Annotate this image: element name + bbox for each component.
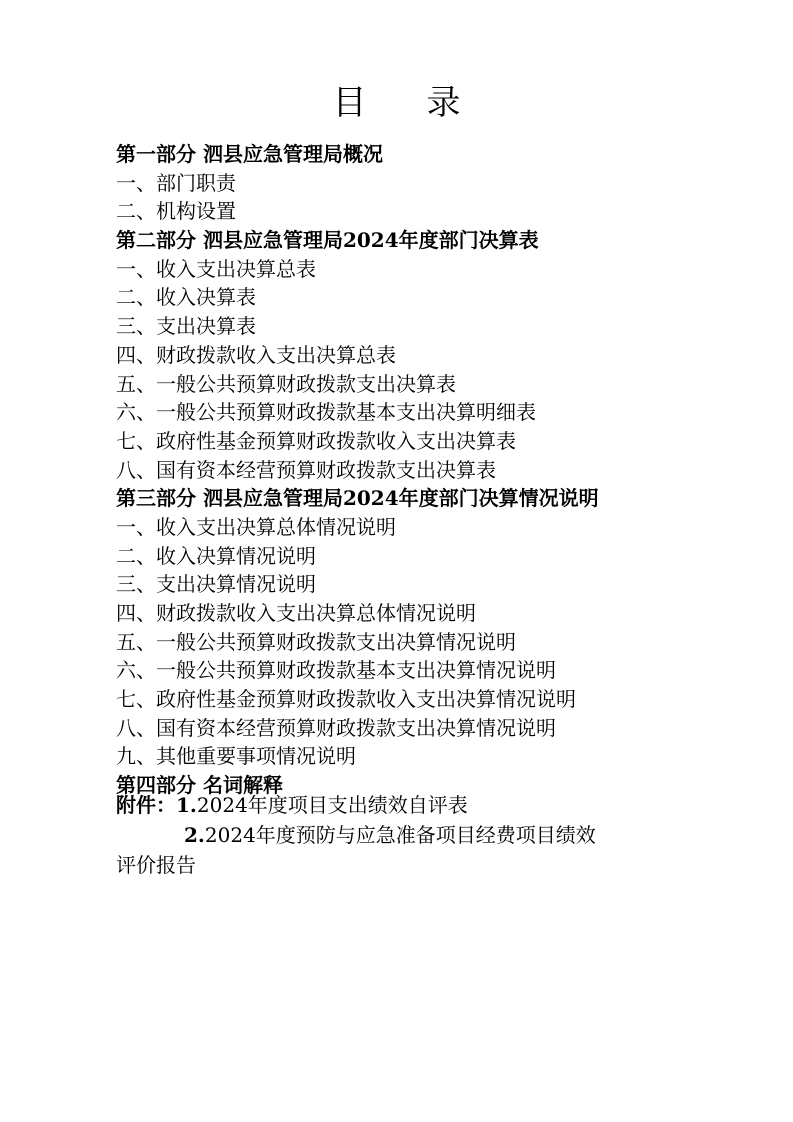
toc-item: 七、政府性基金预算财政拨款收入支出决算情况说明	[116, 687, 576, 712]
toc-part: 第一部分 泗县应急管理局概况	[116, 142, 383, 166]
toc-item: 九、其他重要事项情况说明	[116, 744, 356, 769]
attachment-title: 2024年度预防与应急准备项目经费项目绩效	[204, 823, 596, 847]
toc-item: 一、收入支出决算总体情况说明	[116, 514, 396, 539]
attachments-section	[116, 790, 696, 880]
table-of-contents	[116, 140, 716, 800]
toc-item: 五、一般公共预算财政拨款支出决算表	[116, 371, 456, 396]
toc-item: 二、机构设置	[116, 199, 236, 224]
toc-item: 一、部门职责	[116, 170, 236, 195]
toc-item: 三、支出决算表	[116, 314, 256, 339]
attachment-line-3	[116, 850, 696, 880]
page-title	[0, 80, 793, 126]
attachment-title-continuation: 评价报告	[116, 853, 196, 877]
toc-item: 八、国有资本经营预算财政拨款支出决算情况说明	[116, 715, 556, 740]
toc-item: 七、政府性基金预算财政拨款收入支出决算表	[116, 428, 516, 453]
page-title-left: 目	[332, 83, 367, 123]
toc-item: 二、收入决算表	[116, 285, 256, 310]
attachment-number: 1.	[176, 793, 197, 817]
toc-part: 第三部分 泗县应急管理局2024年度部门决算情况说明	[116, 486, 599, 511]
toc-item: 六、一般公共预算财政拨款基本支出决算情况说明	[116, 658, 556, 683]
toc-item: 八、国有资本经营预算财政拨款支出决算表	[116, 457, 496, 482]
attachment-title: 2024年度项目支出绩效自评表	[196, 793, 468, 817]
attachment-number: 2.	[184, 823, 205, 847]
toc-item: 三、支出决算情况说明	[116, 572, 316, 597]
toc-part: 第四部分 名词解释	[116, 773, 283, 798]
attachment-line-1	[116, 790, 696, 820]
toc-item: 四、财政拨款收入支出决算总表	[116, 342, 396, 367]
toc-item: 六、一般公共预算财政拨款基本支出决算明细表	[116, 400, 536, 425]
toc-item: 一、收入支出决算总表	[116, 256, 316, 281]
toc-item: 五、一般公共预算财政拨款支出决算情况说明	[116, 629, 516, 654]
attachments-label: 附件：	[116, 793, 176, 817]
toc-item: 四、财政拨款收入支出决算总体情况说明	[116, 601, 476, 625]
page-title-right: 录	[426, 83, 461, 123]
toc-item: 二、收入决算情况说明	[116, 543, 316, 568]
attachment-line-2	[116, 820, 696, 850]
toc-part: 第二部分 泗县应急管理局2024年度部门决算表	[116, 228, 539, 253]
